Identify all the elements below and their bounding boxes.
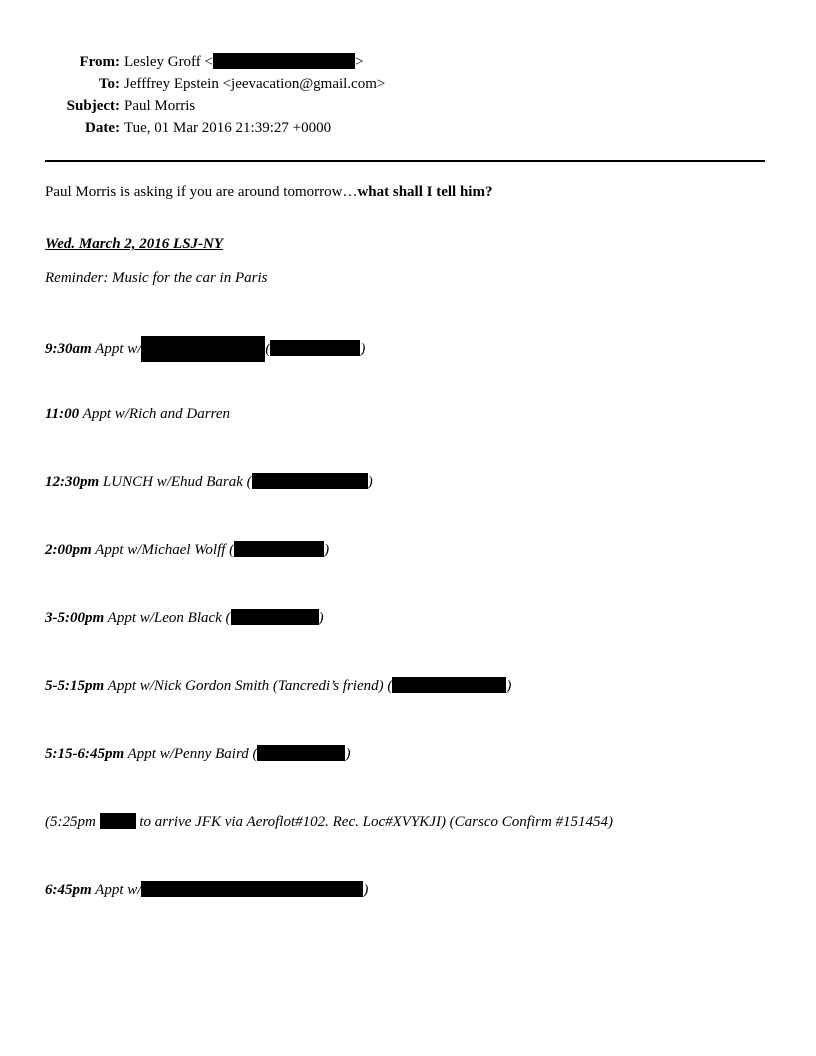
arrival-line [45, 812, 613, 832]
redaction-block [234, 541, 324, 557]
subject-value: Paul Morris [124, 98, 196, 114]
schedule-item [45, 676, 511, 696]
schedule-text: LUNCH w/Ehud Barak ( [102, 474, 252, 490]
schedule-item [45, 880, 368, 900]
schedule-text: Appt w/Leon Black ( [107, 610, 231, 626]
paren-close: ) [367, 474, 373, 490]
to-row [0, 74, 600, 94]
schedule-text: Appt w/Nick Gordon Smith (Tancredi’s friend) ( [107, 678, 393, 694]
intro-question: what shall I tell him? [357, 184, 493, 200]
redaction-block [257, 745, 345, 761]
subject-row [0, 96, 600, 116]
schedule-time: 6:45pm [45, 882, 92, 898]
date-value: Tue, 01 Mar 2016 21:39:27 +0000 [124, 120, 332, 136]
schedule-time: 3-5:00pm [45, 610, 105, 626]
schedule-time: 2:00pm [45, 542, 92, 558]
redaction-block [141, 881, 363, 897]
schedule-item [45, 744, 350, 764]
redaction-block [252, 473, 368, 489]
arrival-text: to arrive JFK via Aeroflot#102. Rec. Loc#XVYKJI) (Carsco Confirm #151454) [139, 814, 614, 830]
date-label: Date: [85, 120, 120, 136]
redaction-block [100, 813, 136, 829]
to-label: To: [98, 76, 120, 92]
header-divider [45, 160, 765, 162]
paren-open: ( [265, 341, 271, 357]
schedule-time: 9:30am [45, 341, 92, 357]
from-close: > [355, 54, 364, 70]
redaction-block [270, 340, 360, 356]
reminder-line: Reminder: Music for the car in Paris [45, 270, 268, 286]
paren-close: ) [324, 542, 330, 558]
schedule-text: Appt w/ [95, 882, 142, 898]
redaction-block [392, 677, 506, 693]
subject-label: Subject: [66, 98, 120, 114]
arrival-start: (5:25pm [45, 814, 96, 830]
paren-close: ) [363, 882, 369, 898]
schedule-time: 12:30pm [45, 474, 100, 490]
schedule-time: 5:15-6:45pm [45, 746, 125, 762]
date-heading: Wed. March 2, 2016 LSJ-NY [45, 236, 224, 252]
from-row [0, 52, 600, 72]
schedule-text: Appt w/Penny Baird ( [127, 746, 258, 762]
redaction-block [231, 609, 319, 625]
paren-close: ) [345, 746, 351, 762]
schedule-item [45, 608, 324, 628]
to-value: Jefffrey Epstein <jeevacation@gmail.com> [124, 76, 386, 92]
paren-close: ) [506, 678, 512, 694]
schedule-item [45, 540, 329, 560]
from-name: Lesley Groff < [124, 54, 213, 70]
intro-line [45, 182, 492, 202]
date-row [0, 118, 600, 138]
schedule-time: 11:00 [45, 406, 80, 422]
from-label: From: [79, 54, 120, 70]
schedule-time: 5-5:15pm [45, 678, 105, 694]
paren-close: ) [360, 341, 366, 357]
schedule-item [45, 336, 365, 356]
schedule-text: Appt w/Rich and Darren [82, 406, 231, 422]
schedule-item [45, 472, 373, 492]
redaction-block [213, 53, 355, 69]
schedule-item [45, 404, 230, 424]
schedule-text: Appt w/ [95, 341, 142, 357]
paren-close: ) [318, 610, 324, 626]
schedule-text: Appt w/Michael Wolff ( [95, 542, 235, 558]
redaction-block [141, 336, 265, 362]
intro-text: Paul Morris is asking if you are around tomorrow… [45, 184, 358, 200]
